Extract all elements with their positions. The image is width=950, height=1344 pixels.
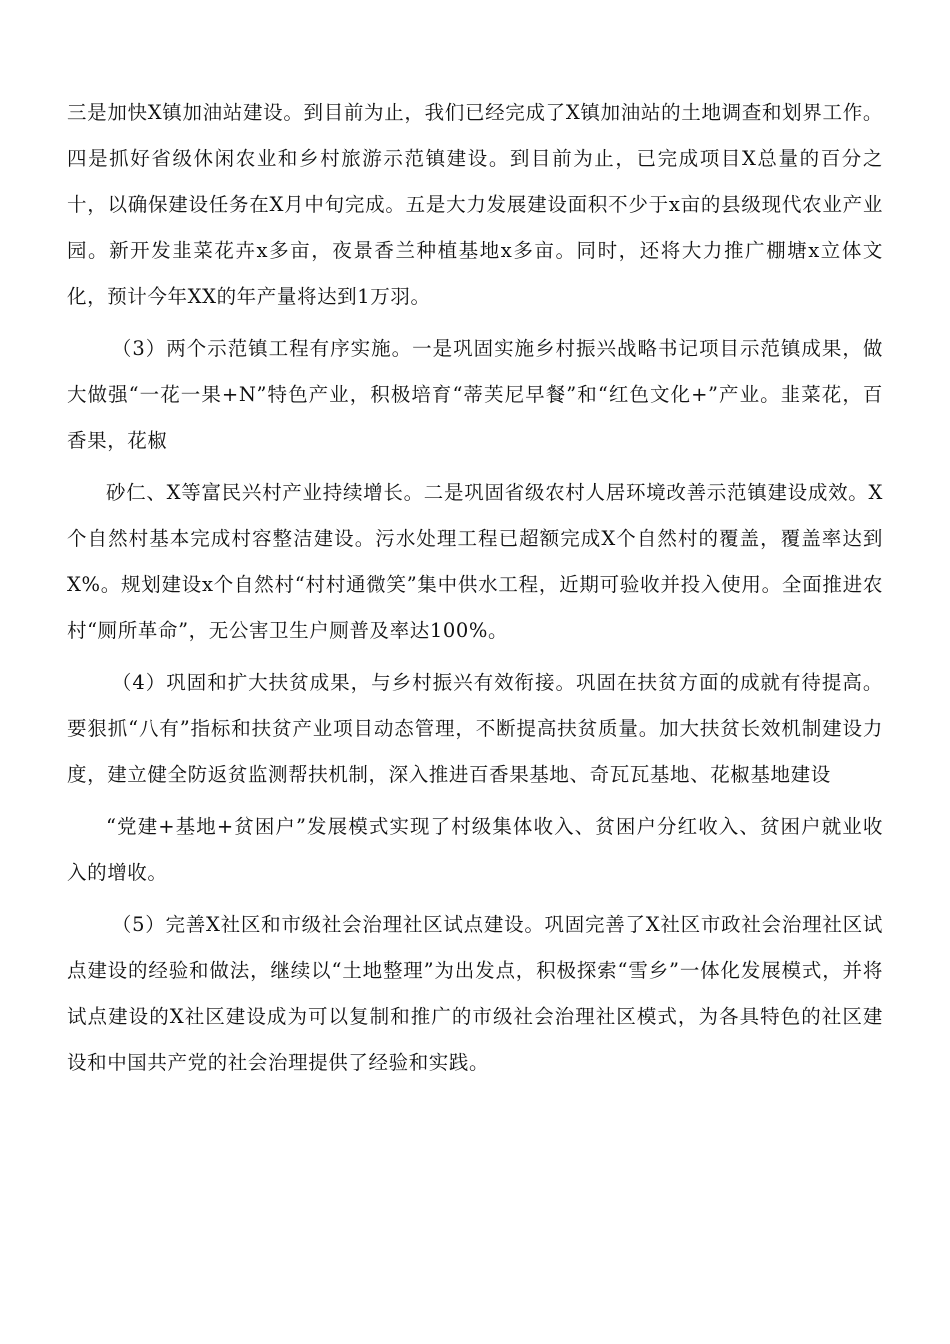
paragraph-party-building-model: “党建+基地+贫困户”发展模式实现了村级集体收入、贫困户分红收入、贫困户就业收入的增收。 [67,815,883,884]
paragraph-community-governance: （5）完善X社区和市级社会治理社区试点建设。巩固完善了X社区市政社会治理社区试点建设的经验和做法，继续以“土地整理”为出发点，积极探索“雪乡”一体化发展模式，并将试点建设的X社区建设成为可以复制和推广的市级社会治理社区模式，为各具特色的社区建设和中国共产党的社会治理提供了经验和实践。 [67,913,883,1074]
paragraph-living-environment: 砂仁、X等富民兴村产业持续增长。二是巩固省级农村人居环境改善示范镇建设成效。X个自然村基本完成村容整洁建设。污水处理工程已超额完成X个自然村的覆盖，覆盖率达到X%。规划建设x个自然村“村村通微笑”集中供水工程，近期可验收并投入使用。全面推进农村“厕所革命”，无公害卫生户厕普及率达100%。 [67,481,883,642]
paragraph-poverty-alleviation: （4）巩固和扩大扶贫成果，与乡村振兴有效衔接。巩固在扶贫方面的成就有待提高。要狠抓“八有”指标和扶贫产业项目动态管理，不断提高扶贫质量。加大扶贫长效机制建设力度，建立健全防返贫监测帮扶机制，深入推进百香果基地、奇瓦瓦基地、花椒基地建设 [67,671,883,786]
document-body [67,90,883,1086]
paragraph-demo-towns: （3）两个示范镇工程有序实施。一是巩固实施乡村振兴战略书记项目示范镇成果，做大做强“一花一果+N”特色产业，积极培育“蒂芙尼早餐”和“红色文化+”产业。韭菜花，百香果，花椒 [67,337,883,452]
paragraph-gas-station-and-parks: 三是加快X镇加油站建设。到目前为止，我们已经完成了X镇加油站的土地调查和划界工作。四是抓好省级休闲农业和乡村旅游示范镇建设。到目前为止，已完成项目X总量的百分之十，以确保建设任务在X月中旬完成。五是大力发展建设面积不少于x亩的县级现代农业产业园。新开发韭菜花卉x多亩，夜景香兰种植基地x多亩。同时，还将大力推广棚塘x立体文化，预计今年XX的年产量将达到1万羽。 [67,101,883,308]
